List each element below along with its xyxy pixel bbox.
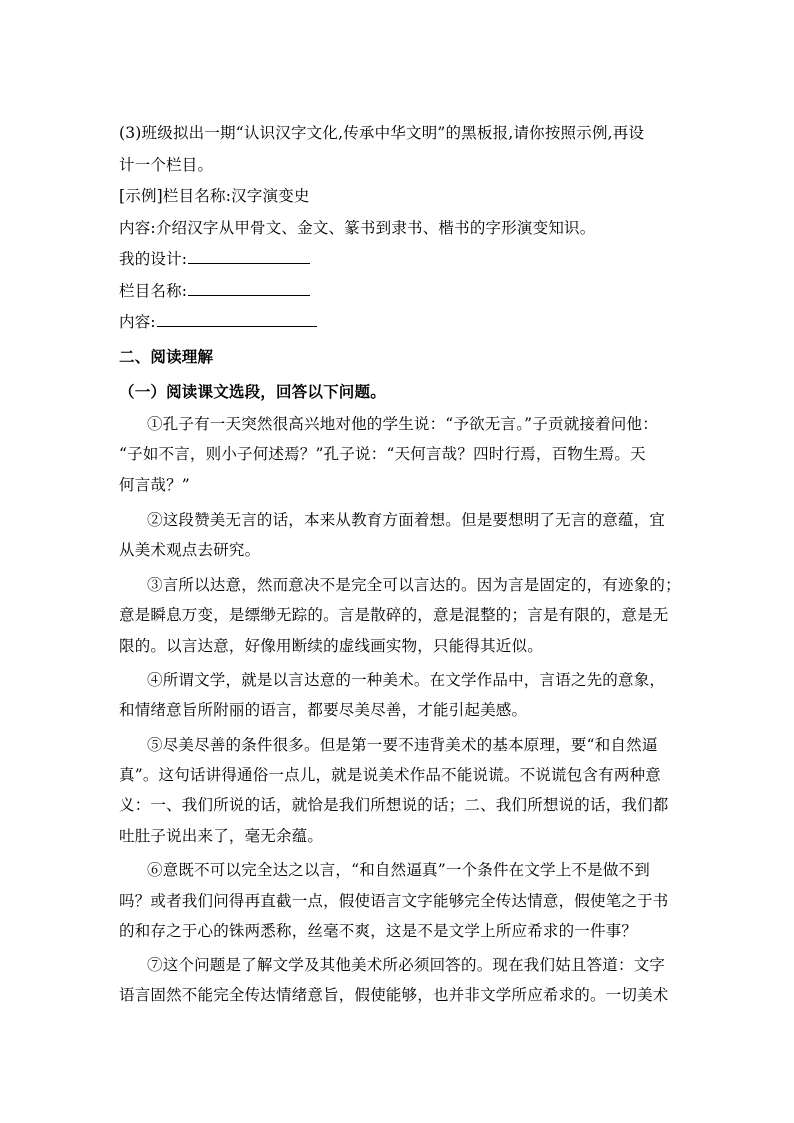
task3-question-line2: 计一个栏目。 bbox=[119, 156, 214, 174]
passage-line: ⑥意既不可以完全达之以言，“和自然逼真”一个条件在文学上不是做不到 bbox=[147, 861, 650, 879]
content-label: 内容: bbox=[119, 313, 156, 331]
passage-line: ①孔子有一天突然很高兴地对他的学生说：“予欲无言。”子贡就接着问他： bbox=[147, 415, 658, 433]
passage-line: 意是瞬息万变，是缥缈无踪的。言是散碎的，意是混整的；言是有限的，意是无 bbox=[119, 606, 669, 624]
passage-line: ③言所以达意，然而意决不是完全可以言达的。因为言是固定的，有迹象的； bbox=[147, 576, 681, 594]
my-design-blank[interactable] bbox=[188, 249, 310, 264]
passage-line: 真”。这句话讲得通俗一点儿，就是说美术作品不能说谎。不说谎包含有两种意 bbox=[119, 766, 661, 784]
passage-line: 语言固然不能完全传达情绪意旨，假使能够，也并非文学所应希求的。一切美术 bbox=[119, 986, 669, 1004]
passage-line: 何言哉？” bbox=[119, 476, 190, 494]
passage-line: 吐肚子说出来了，毫无余蕴。 bbox=[119, 827, 324, 845]
passage-line: 从美术观点去研究。 bbox=[119, 541, 261, 559]
content-row bbox=[119, 312, 679, 332]
task3-question-line1: (3)班级拟出一期“认识汉字文化,传承中华文明”的黑板报,请你按照示例,再设 bbox=[119, 124, 645, 142]
passage-line: 义：一、我们所说的话，就恰是我们所想说的话；二、我们所想说的话，我们都 bbox=[119, 796, 669, 814]
passage-line: 和情绪意旨所附丽的语言，都要尽美尽善，才能引起美感。 bbox=[119, 701, 528, 719]
passage-line: “子如不言，则小子何述焉？”孔子说：“天何言哉？四时行焉，百物生焉。天 bbox=[119, 445, 646, 463]
my-design-row bbox=[119, 249, 679, 269]
my-design-label: 我的设计: bbox=[119, 250, 188, 268]
passage-line: ⑤尽美尽善的条件很多。但是第一要不违背美术的基本原理，要“和自然逼 bbox=[147, 736, 658, 754]
column-name-label: 栏目名称: bbox=[119, 282, 188, 300]
example-title: [示例]栏目名称:汉字演变史 bbox=[119, 187, 310, 205]
passage-line: 限的。以言达意，好像用断续的虚线画实物，只能得其近似。 bbox=[119, 637, 543, 655]
section-subheading: （一）阅读课文选段，回答以下问题。 bbox=[119, 382, 386, 401]
section-heading: 二、阅读理解 bbox=[119, 347, 214, 366]
passage-line: 的和存之于心的铢两悉称，丝毫不爽，这是不是文学上所应希求的一件事？ bbox=[119, 922, 638, 940]
content-blank[interactable] bbox=[157, 312, 317, 327]
passage-line: ④所谓文学，就是以言达意的一种美术。在文学作品中，言语之先的意象， bbox=[147, 671, 666, 689]
column-name-row bbox=[119, 281, 679, 301]
column-name-blank[interactable] bbox=[188, 281, 310, 296]
passage-line: ②这段赞美无言的话，本来从教育方面着想。但是要想明了无言的意蕴，宜 bbox=[147, 511, 666, 529]
passage-line: ⑦这个问题是了解文学及其他美术所必须回答的。现在我们姑且答道：文字 bbox=[147, 956, 666, 974]
passage-line: 吗？或者我们问得再直截一点，假使语言文字能够完全传达情意，假使笔之于书 bbox=[119, 892, 669, 910]
example-content: 内容:介绍汉字从甲骨文、金文、篆书到隶书、楷书的字形演变知识。 bbox=[119, 219, 596, 237]
